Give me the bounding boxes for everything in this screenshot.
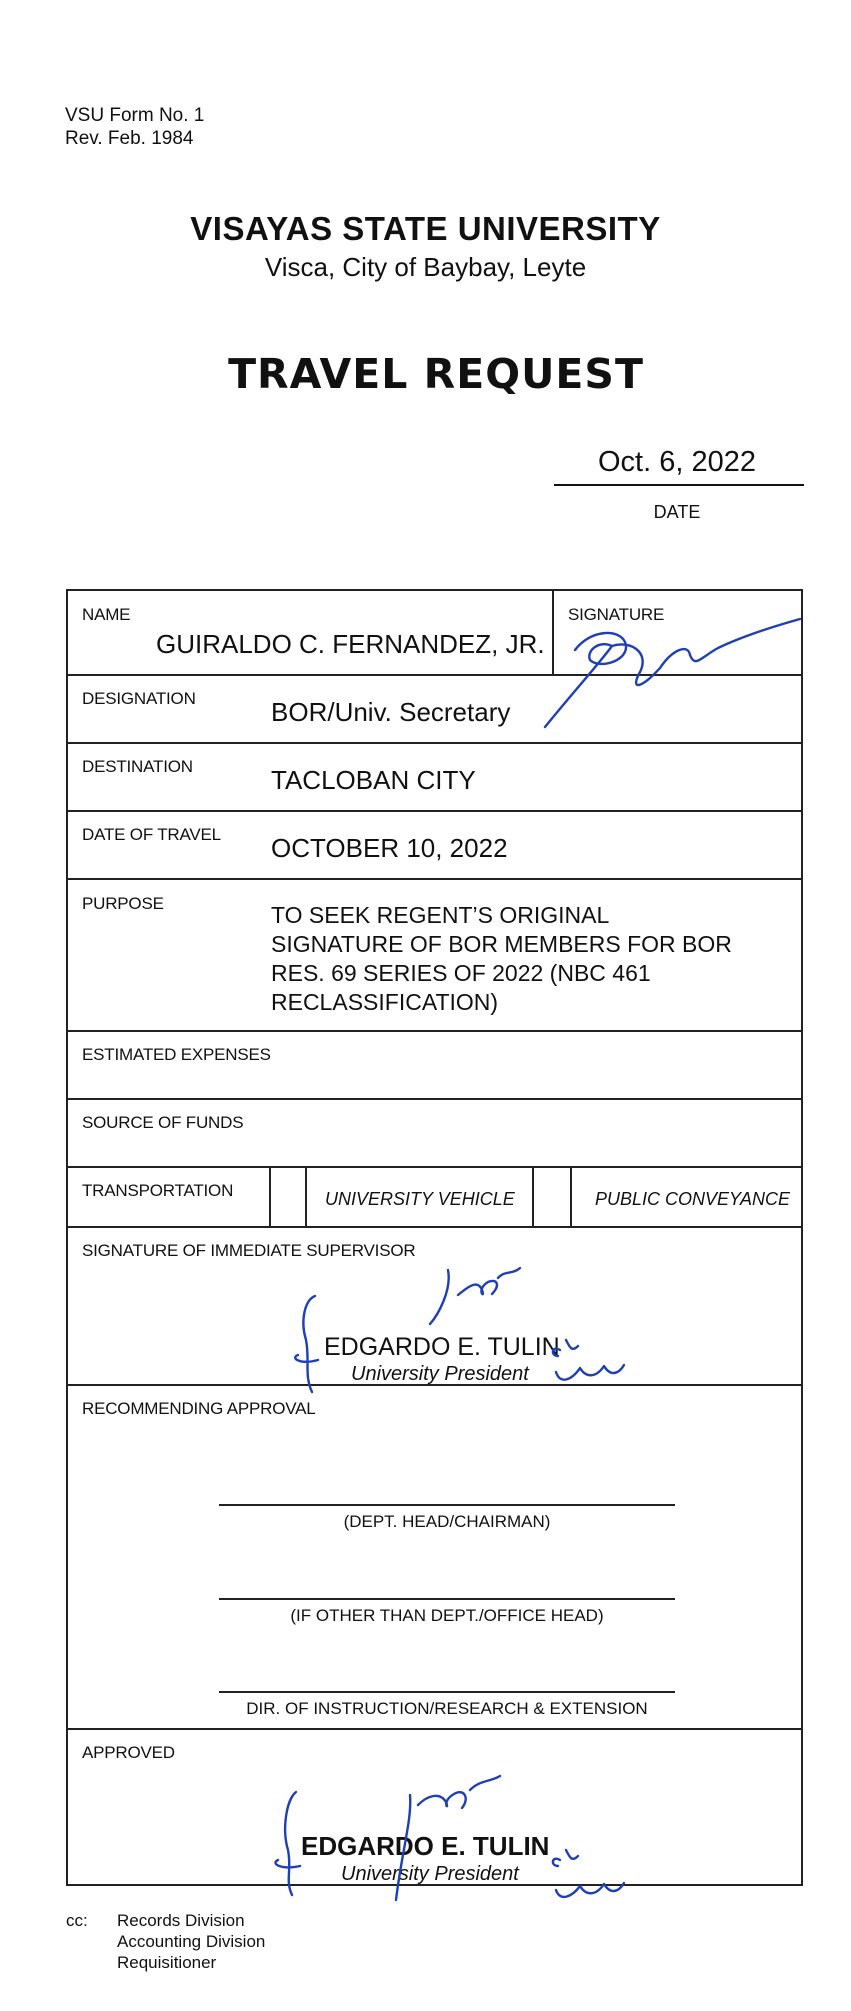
row-divider [68,1166,801,1168]
date-label: DATE [653,502,701,522]
row-divider [68,742,801,744]
destination-value[interactable]: TACLOBAN CITY [271,765,476,795]
purpose-line: RES. 69 SERIES OF 2022 (NBC 461 [271,960,651,986]
transport-divider [570,1166,572,1226]
document-title: TRAVEL REQUEST [228,350,644,398]
row-divider [68,1226,801,1228]
designation-label: DESIGNATION [82,689,196,708]
purpose-line: SIGNATURE OF BOR MEMBERS FOR BOR [271,931,732,957]
name-signature-divider [552,591,554,674]
row-divider [68,1728,801,1730]
estimated-expenses-label: ESTIMATED EXPENSES [82,1045,271,1064]
transportation-label: TRANSPORTATION [82,1181,234,1200]
university-vehicle-label: UNIVERSITY VEHICLE [325,1189,515,1209]
row-divider [68,1030,801,1032]
form-number [65,104,204,150]
purpose-line: TO SEEK REGENT’S ORIGINAL [271,902,610,928]
cc-recipient: Accounting Division [117,1932,266,1951]
cc-label: cc: [66,1911,88,1930]
university-vehicle-checkbox[interactable] [271,1168,305,1226]
recommending-approval-label: RECOMMENDING APPROVAL [82,1399,316,1418]
source-of-funds-label: SOURCE OF FUNDS [82,1113,244,1132]
name-label: NAME [82,605,131,624]
transport-divider [305,1166,307,1226]
row-divider [68,674,801,676]
supervisor-label: SIGNATURE OF IMMEDIATE SUPERVISOR [82,1241,416,1260]
date-of-travel-value[interactable]: OCTOBER 10, 2022 [271,833,508,863]
signature-line [219,1504,675,1506]
request-date[interactable]: Oct. 6, 2022 [598,446,756,478]
purpose-label: PURPOSE [82,894,164,913]
date-of-travel-label: DATE OF TRAVEL [82,825,221,844]
cc-recipient: Requisitioner [117,1953,217,1972]
travel-request-form [66,589,803,1886]
supervisor-title: University President [351,1363,529,1385]
purpose-value[interactable] [271,901,732,1017]
date-underline [554,484,804,486]
approver-title: University President [341,1863,519,1885]
designation-value[interactable]: BOR/Univ. Secretary [271,697,511,727]
university-address: Visca, City of Baybay, Leyte [264,252,587,282]
row-divider [68,1098,801,1100]
cc-recipients [117,1910,265,1973]
public-conveyance-checkbox[interactable] [534,1168,570,1226]
signature-line [219,1598,675,1600]
cc-recipient: Records Division [117,1911,245,1930]
name-value[interactable]: GUIRALDO C. FERNANDEZ, JR. [156,629,545,659]
form-revision-text: Rev. Feb. 1984 [65,128,194,149]
approved-label: APPROVED [82,1743,175,1762]
supervisor-name: EDGARDO E. TULIN [324,1333,560,1361]
dept-head-label: (DEPT. HEAD/CHAIRMAN) [343,1512,551,1531]
purpose-line: RECLASSIFICATION) [271,989,499,1015]
row-divider [68,810,801,812]
university-name: VISAYAS STATE UNIVERSITY [190,210,661,247]
signature-label: SIGNATURE [568,605,665,624]
signature-line [219,1691,675,1693]
destination-label: DESTINATION [82,757,193,776]
form-no-text: VSU Form No. 1 [65,105,205,126]
public-conveyance-label: PUBLIC CONVEYANCE [595,1189,791,1209]
director-label: DIR. OF INSTRUCTION/RESEARCH & EXTENSION [246,1699,648,1718]
approver-name: EDGARDO E. TULIN [301,1831,550,1861]
other-head-label: (IF OTHER THAN DEPT./OFFICE HEAD) [290,1606,604,1625]
row-divider [68,878,801,880]
